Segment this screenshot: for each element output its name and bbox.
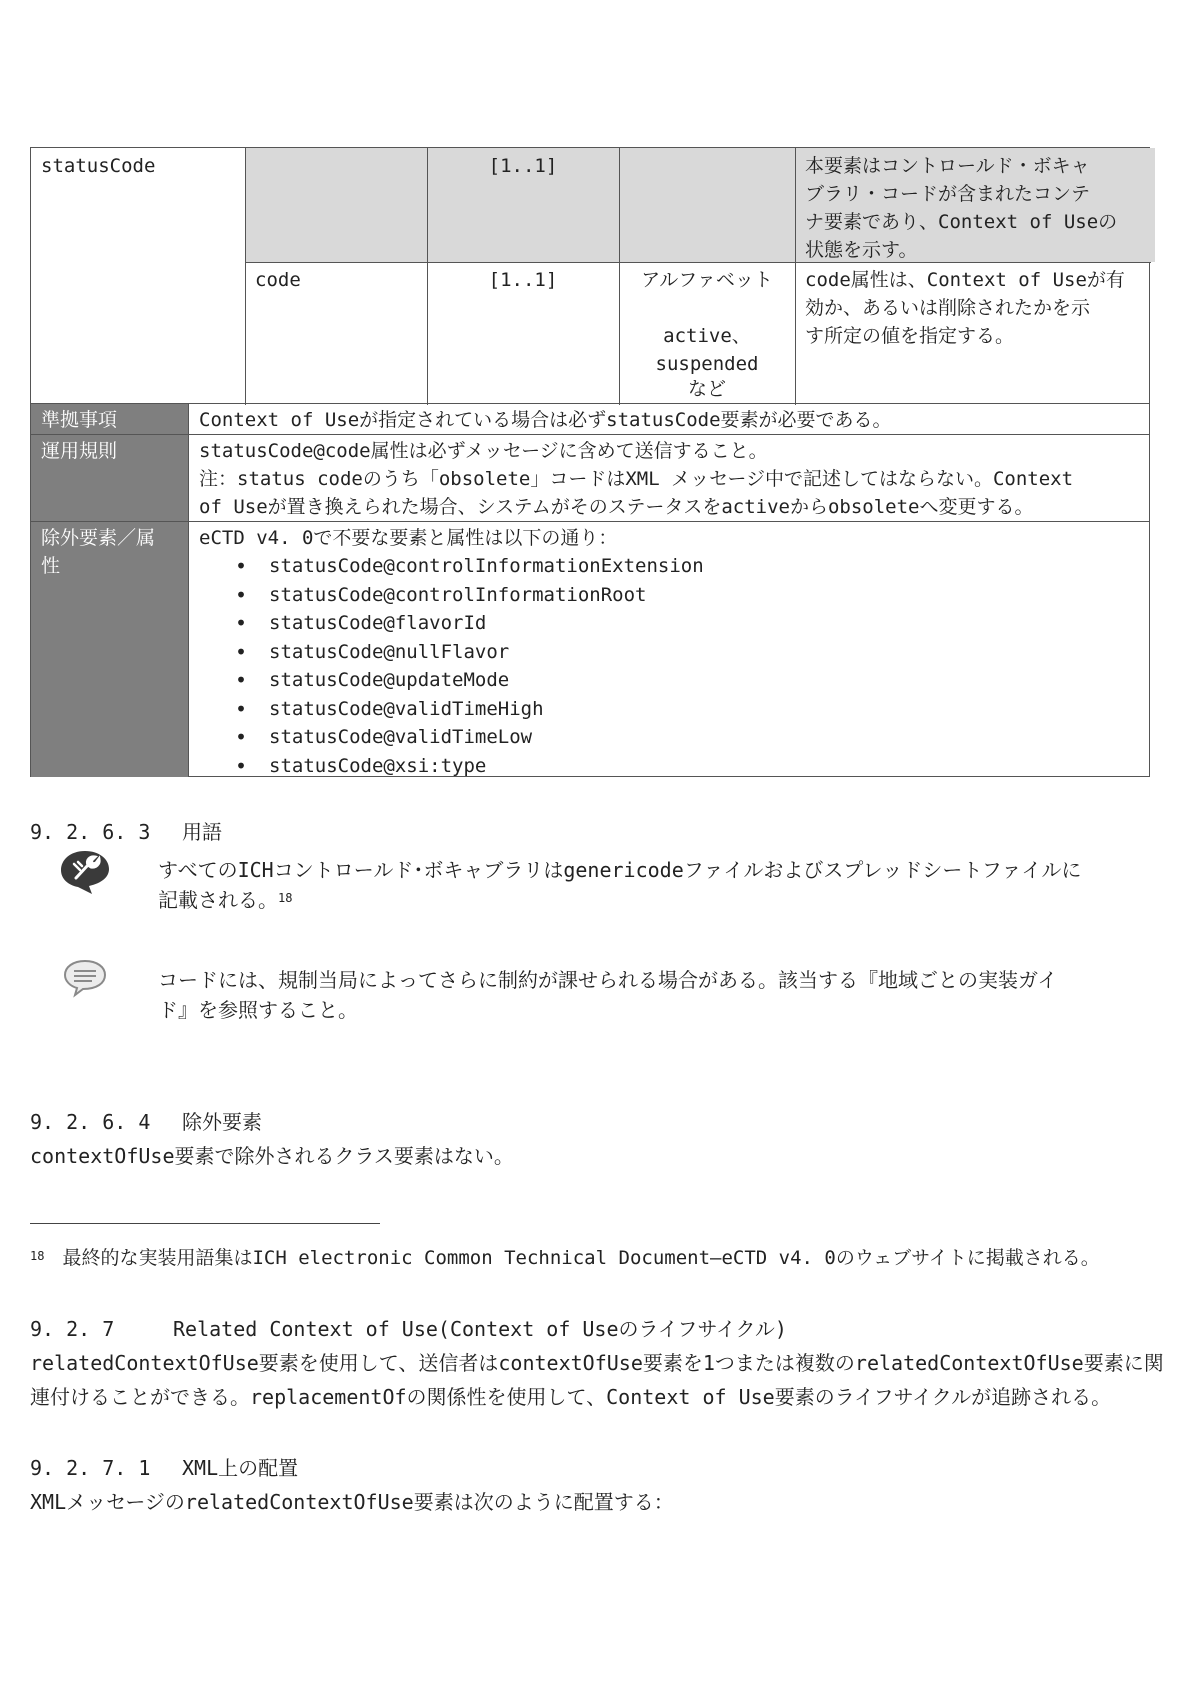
row2-cardinality: [1..1] xyxy=(488,269,558,291)
list-item: • statusCode@controlInformationRoot xyxy=(235,581,1139,610)
row1-description: 本要素はコントロールド・ボキャ ブラリ・コードが含まれたコンテ ナ要素であり、Context of Useの 状態を示す。 xyxy=(805,155,1118,261)
exclusions-content xyxy=(188,522,1149,777)
element-name: statusCode xyxy=(41,155,156,177)
list-item: • statusCode@controlInformationExtension xyxy=(235,552,1139,581)
section-927-body: relatedContextOfUse要素を使用して、送信者はcontextOfUse要素を1つまたは複数のrelatedContextOfUse要素に関 連付けることができる。replacementOfの関係性を使用して、Context of Use要素のライフサイクルが追跡される。 xyxy=(30,1351,1164,1409)
section-9264-heading: 9. 2. 6. 4 除外要素 xyxy=(30,1110,262,1134)
list-item: • statusCode@validTimeLow xyxy=(235,723,1139,752)
note1-text: すべてのICHコントロールド･ボキャブラリはgenericodeファイルおよびスプレッドシートファイルに 記載される。$^{18}$ xyxy=(158,858,1082,912)
operation-label: 運用規則 xyxy=(31,435,188,521)
element-name-cell xyxy=(31,148,245,184)
list-item: • statusCode@flavorId xyxy=(235,609,1139,638)
exclusions-list xyxy=(199,552,1139,780)
definition-table xyxy=(30,147,1150,404)
note2-text: コードには、規制当局によってさらに制約が課せられる場合がある。該当する『地域ごとの実装ガイ ド』を参照すること。 xyxy=(158,968,1058,1022)
footnote-ref: 18 xyxy=(278,891,293,905)
footnote-separator xyxy=(30,1223,380,1224)
speech-bubble-icon xyxy=(62,958,108,998)
section-9271-heading: 9. 2. 7. 1 XML上の配置 xyxy=(30,1456,299,1480)
compliance-text: Context of Useが指定されている場合は必ずstatusCode要素が必要である。 xyxy=(188,404,1149,434)
list-item: • statusCode@xsi:type xyxy=(235,752,1139,781)
row2-datatype: アルファベット active、 suspended など xyxy=(641,269,773,400)
exclusions-label: 除外要素／属 性 xyxy=(31,522,188,777)
section-9271-body: XMLメッセージのrelatedContextOfUse要素は次のように配置する： xyxy=(30,1490,674,1514)
section-927-heading: 9. 2. 7 Related Context of Use(Context of Useのライフサイクル) xyxy=(30,1317,787,1341)
wrench-icon xyxy=(58,848,112,896)
operation-text: statusCode@code属性は必ずメッセージに含めて送信すること。 注：status codeのうち「obsolete」コードはXML メッセージ中で記述してはならない。Context of Useが置き換えられた場合、システムがそのステータスをactiveからobsoleteへ変更する。 xyxy=(188,435,1149,521)
list-item: • statusCode@updateMode xyxy=(235,666,1139,695)
row2-description: code属性は、Context of Useが有 効か、あるいは削除されたかを示 す所定の値を指定する。 xyxy=(805,269,1125,347)
row1-cardinality: [1..1] xyxy=(488,155,558,177)
list-item: • statusCode@validTimeHigh xyxy=(235,695,1139,724)
exclusions-intro: eCTD v4. 0で不要な要素と属性は以下の通り： xyxy=(199,527,618,549)
section-9264-body: contextOfUse要素で除外されるクラス要素はない。 xyxy=(30,1144,514,1168)
list-item: • statusCode@nullFlavor xyxy=(235,638,1139,667)
row2-attribute: code xyxy=(255,269,301,291)
footnote: $^{18}$ 最終的な実装用語集はICH electronic Common Technical Document―eCTD v4. 0のウェブサイトに掲載される。 xyxy=(30,1247,1100,1269)
rules-table xyxy=(30,404,1150,777)
compliance-label: 準拠事項 xyxy=(31,404,188,434)
section-9263-heading: 9. 2. 6. 3 用語 xyxy=(30,820,222,844)
